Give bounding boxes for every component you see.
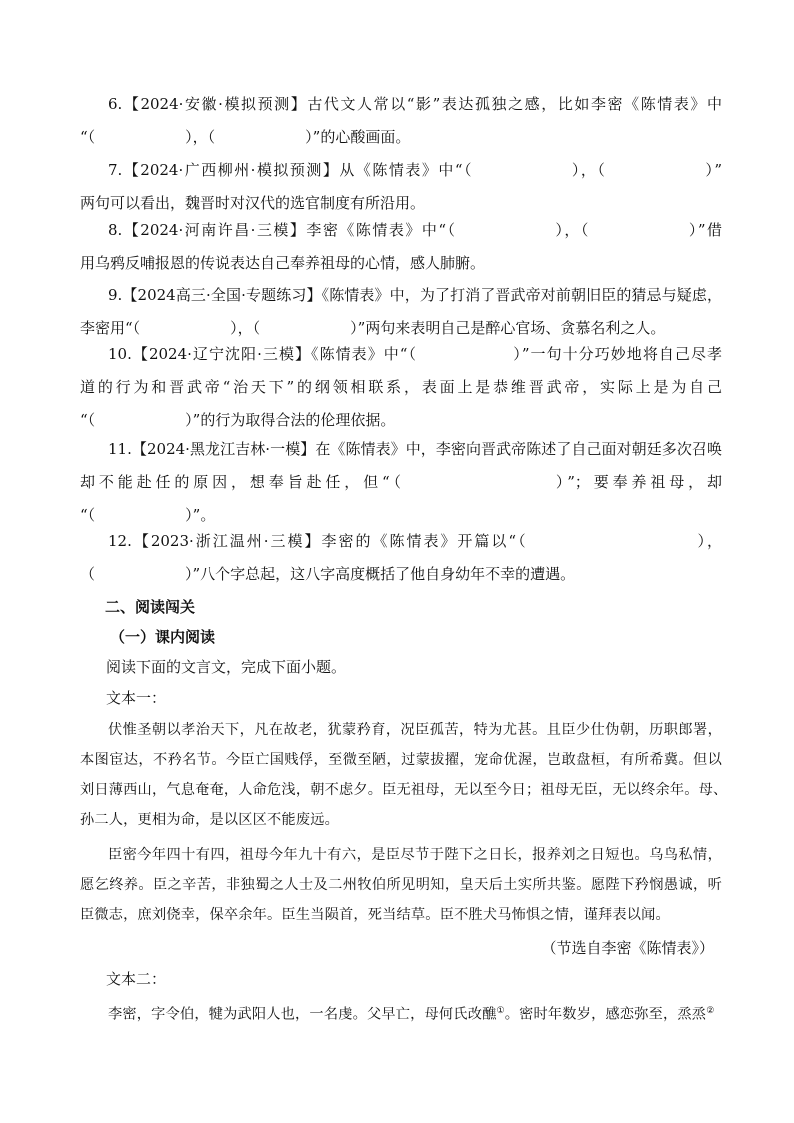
question-line: 12.【2023·浙江温州·三模】李密的《陈情表》开篇以“（ ）， <box>108 532 722 550</box>
text2-paragraph <box>80 996 722 1026</box>
question-line: 6.【2024·安徽·模拟预测】古代文人常以“影”表达孤独之感，比如李密《陈情表》中 <box>108 95 722 113</box>
question-line: 却不能赴任的原因，想奉旨赴任，但“（ ）”；要奉养祖母，却 <box>80 473 722 491</box>
text-line: 伏惟圣朝以孝治天下，凡在故老，犹蒙矜育，况臣孤苦，特为尤甚。且臣少仕伪朝，历职郎署， <box>108 722 722 738</box>
text2-segment: 。密时年数岁，感恋弥至，烝烝 <box>504 1006 707 1023</box>
instruction: 阅读下面的文言文，完成下面小题。 <box>106 658 347 676</box>
question-line: 两句可以看出，魏晋时对汉代的选官制度有所沿用。 <box>80 194 426 212</box>
text-line: 愿乞终养。臣之辛苦，非独蜀之人士及二州牧伯所见明知，皇天后土实所共鉴。愿陛下矜悯愚诚，听 <box>80 877 722 893</box>
question-line: （ ）”八个字总起，这八字高度概括了他自身幼年不幸的遭遇。 <box>80 565 576 583</box>
question-10 <box>80 338 722 437</box>
footnote-marker: ① <box>496 1006 505 1016</box>
subsection-title: （一）课内阅读 <box>110 628 216 646</box>
question-line: “（ ）”。 <box>80 506 216 524</box>
question-line: “（ ）”的行为取得合法的伦理依据。 <box>80 411 396 429</box>
question-line: “（ ），（ ）”的心酸画面。 <box>80 128 411 146</box>
question-9 <box>80 279 722 345</box>
question-line: 7.【2024·广西柳州·模拟预测】从《陈情表》中“（ ），（ ）” <box>108 161 722 179</box>
question-line: 10.【2024·辽宁沈阳·三模】《陈情表》中“（ ）”一句十分巧妙地将自己尽孝 <box>108 345 722 363</box>
question-line: 11.【2024·黑龙江吉林·一模】在《陈情表》中，李密向晋武帝陈述了自己面对朝廷多次召唤 <box>108 440 722 458</box>
question-line: 道的行为和晋武帝“治天下”的纲领相联系，表面上是恭维晋武帝，实际上是为自己 <box>80 378 722 396</box>
footnote-marker: ② <box>706 1006 715 1016</box>
question-6 <box>80 88 722 154</box>
question-line: 用乌鸦反哺报恩的传说表达自己奉养祖母的心情，感人肺腑。 <box>80 254 486 272</box>
text-line: 臣微志，庶刘侥幸，保卒余年。臣生当陨首，死当结草。臣不胜犬马怖惧之情，谨拜表以闻。 <box>80 907 670 923</box>
text2-segment: 李密，字令伯，犍为武阳人也，一名虔。父早亡，母何氏改醮 <box>108 1006 497 1023</box>
question-line: 8.【2024·河南许昌·三模】李密《陈情表》中“（ ），（ ）”借 <box>108 221 722 239</box>
question-7 <box>80 154 722 220</box>
text1-paragraph-1 <box>80 715 728 835</box>
section-title: 二、阅读闯关 <box>105 598 196 616</box>
text-line: 刘日薄西山，气息奄奄，人命危浅，朝不虑夕。臣无祖母，无以至今日；祖母无臣，无以终余年。母、 <box>80 782 728 798</box>
question-line: 李密用“（ ），（ ）”两句来表明自己是醉心官场、贪慕名利之人。 <box>80 319 666 337</box>
text1-label: 文本一： <box>106 689 167 707</box>
text1-source: （节选自李密《陈情表》） <box>541 939 714 957</box>
text-line: 孙二人，更相为命，是以区区不能废远。 <box>80 812 339 828</box>
text-line: 本图宦达，不矜名节。今臣亡国贱俘，至微至陋，过蒙拔擢，宠命优渥，岂敢盘桓，有所希冀。但以 <box>80 752 722 768</box>
question-12 <box>80 525 722 591</box>
question-line: 9.【2024高三·全国·专题练习】《陈情表》中，为了打消了晋武帝对前朝旧臣的猜忌与疑虑， <box>108 286 722 304</box>
text2-label: 文本二： <box>106 970 167 988</box>
text-line: 臣密今年四十有四，祖母今年九十有六，是臣尽节于陛下之日长，报养刘之日短也。乌鸟私情， <box>108 847 722 863</box>
text-line <box>80 996 722 1026</box>
question-11 <box>80 433 722 532</box>
text1-paragraph-2 <box>80 840 722 930</box>
question-8 <box>80 214 722 280</box>
